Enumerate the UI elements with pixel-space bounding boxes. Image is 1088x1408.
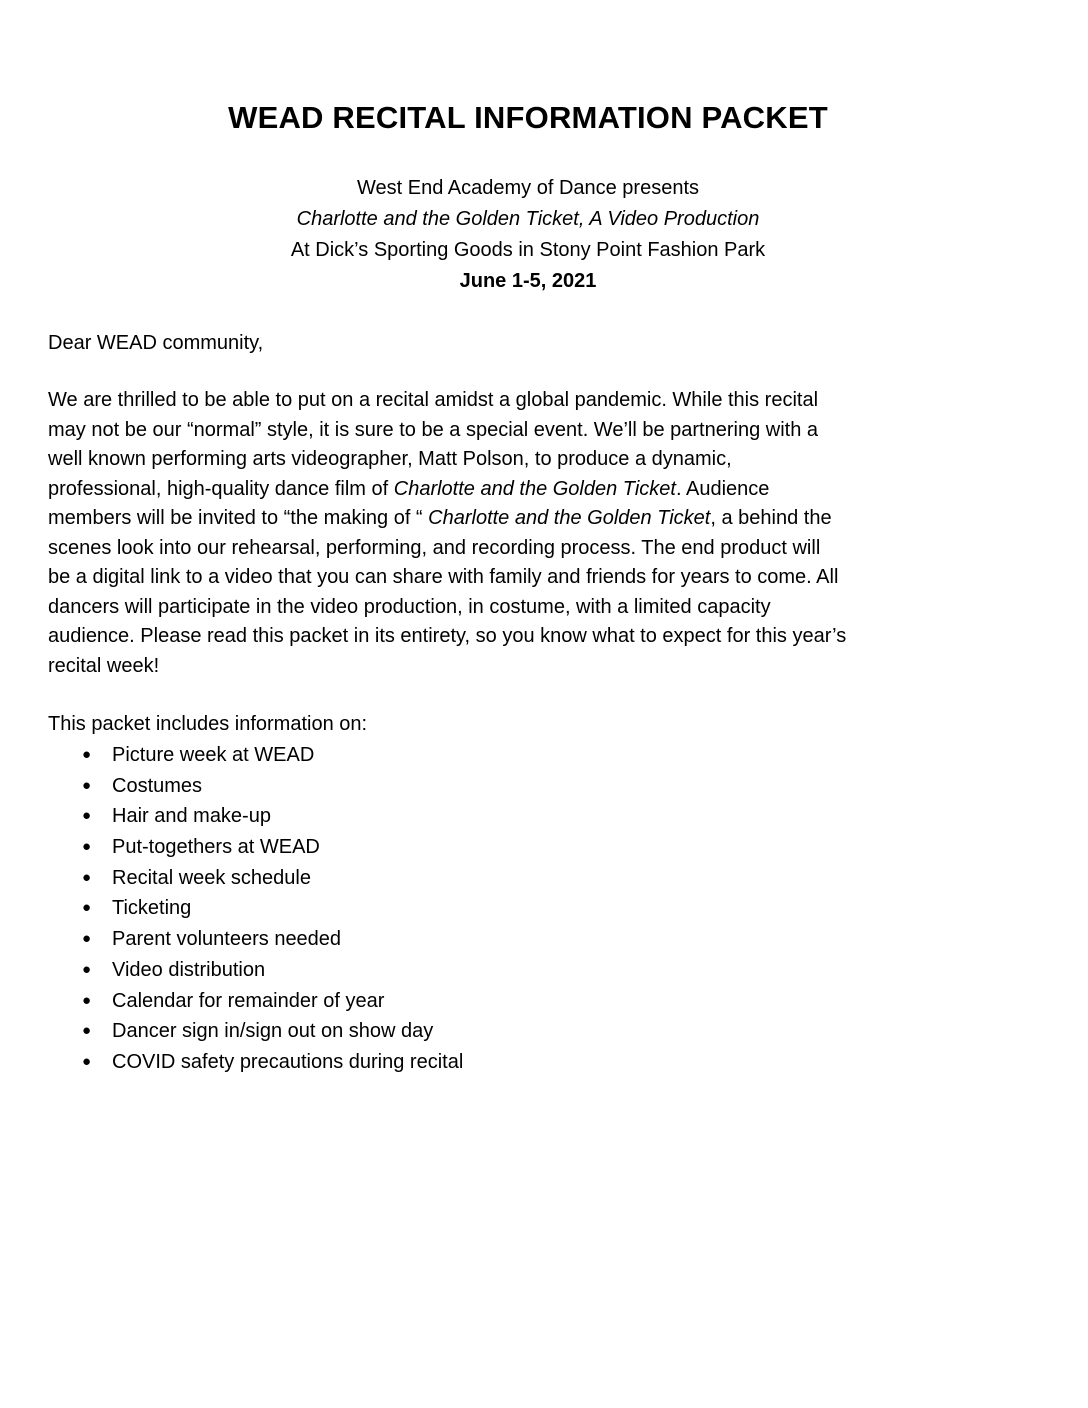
paragraph-text: professional, high-quality dance film of <box>48 477 394 500</box>
event-header <box>0 173 1056 297</box>
list-item-label: Ticketing <box>112 897 192 920</box>
list-item <box>48 1047 463 1078</box>
paragraph-line <box>48 475 1018 505</box>
presenter-line: West End Academy of Dance presents <box>356 177 700 199</box>
list-item <box>48 986 463 1017</box>
document-title: WEAD RECITAL INFORMATION PACKET <box>228 100 828 135</box>
list-item <box>48 801 463 832</box>
list-item <box>48 863 463 894</box>
production-title: Charlotte and the Golden Ticket, A Video Production <box>296 208 760 230</box>
list-item <box>48 955 463 986</box>
production-title-inline: Charlotte and the Golden Ticket <box>393 477 676 500</box>
list-item-label: Picture week at WEAD <box>112 744 315 766</box>
production-title-inline: Charlotte and the Golden Ticket <box>428 507 711 529</box>
bullet-icon: ● <box>82 746 92 763</box>
list-item-label: Dancer sign in/sign out on show day <box>112 1020 434 1043</box>
paragraph-line: dancers will participate in the video production, in costume, with a limited capacity <box>48 595 771 618</box>
paragraph-line: be a digital link to a video that you can share with family and friends for years to come. All <box>48 566 839 588</box>
bullet-icon: ● <box>82 960 92 978</box>
paragraph-text: , a behind the <box>710 507 832 529</box>
includes-intro: This packet includes information on: <box>48 713 368 735</box>
list-item <box>48 832 463 863</box>
bullet-icon: ● <box>82 991 92 1009</box>
list-item-label: Hair and make-up <box>112 805 271 828</box>
paragraph-line: We are thrilled to be able to put on a recital amidst a global pandemic. While this recital <box>48 389 819 411</box>
list-item <box>48 740 463 771</box>
bullet-icon: ● <box>82 1022 92 1040</box>
paragraph-line: recital week! <box>48 654 160 677</box>
bullet-icon: ● <box>82 868 92 886</box>
paragraph-line: may not be our “normal” style, it is sure to be a special event. We’ll be partnering with a <box>48 418 818 441</box>
list-item-label: Recital week schedule <box>112 866 311 889</box>
paragraph-line: well known performing arts videographer, Matt Polson, to produce a dynamic, <box>48 448 732 470</box>
paragraph-line <box>48 504 1018 534</box>
list-item <box>48 893 463 924</box>
bullet-icon: ● <box>82 838 92 856</box>
bullet-icon: ● <box>82 807 92 825</box>
list-item-label: Put-togethers at WEAD <box>112 836 320 859</box>
list-item-label: Parent volunteers needed <box>112 928 342 951</box>
topic-list <box>48 740 463 1078</box>
bullet-icon: ● <box>82 776 92 794</box>
list-item-label: Video distribution <box>112 958 266 981</box>
salutation: Dear WEAD community, <box>48 332 264 354</box>
paragraph-line: audience. Please read this packet in its entirety, so you know what to expect for this year’s <box>48 625 847 647</box>
list-item-label: COVID safety precautions during recital <box>112 1050 464 1073</box>
paragraph-line: scenes look into our rehearsal, performing, and recording process. The end product will <box>48 536 821 559</box>
bullet-icon: ● <box>82 930 92 948</box>
paragraph-text: . Audience <box>675 477 770 500</box>
venue-line: At Dick’s Sporting Goods in Stony Point Fashion Park <box>290 239 766 261</box>
list-item <box>48 771 463 802</box>
list-item <box>48 1016 463 1047</box>
intro-paragraph <box>48 386 1018 681</box>
list-item-label: Costumes <box>112 774 203 797</box>
list-item-label: Calendar for remainder of year <box>112 989 385 1012</box>
bullet-icon: ● <box>82 899 92 917</box>
paragraph-text: members will be invited to “the making of “ <box>48 507 429 529</box>
bullet-icon: ● <box>82 1052 92 1070</box>
event-dates: June 1-5, 2021 <box>459 270 597 292</box>
list-item <box>48 924 463 955</box>
